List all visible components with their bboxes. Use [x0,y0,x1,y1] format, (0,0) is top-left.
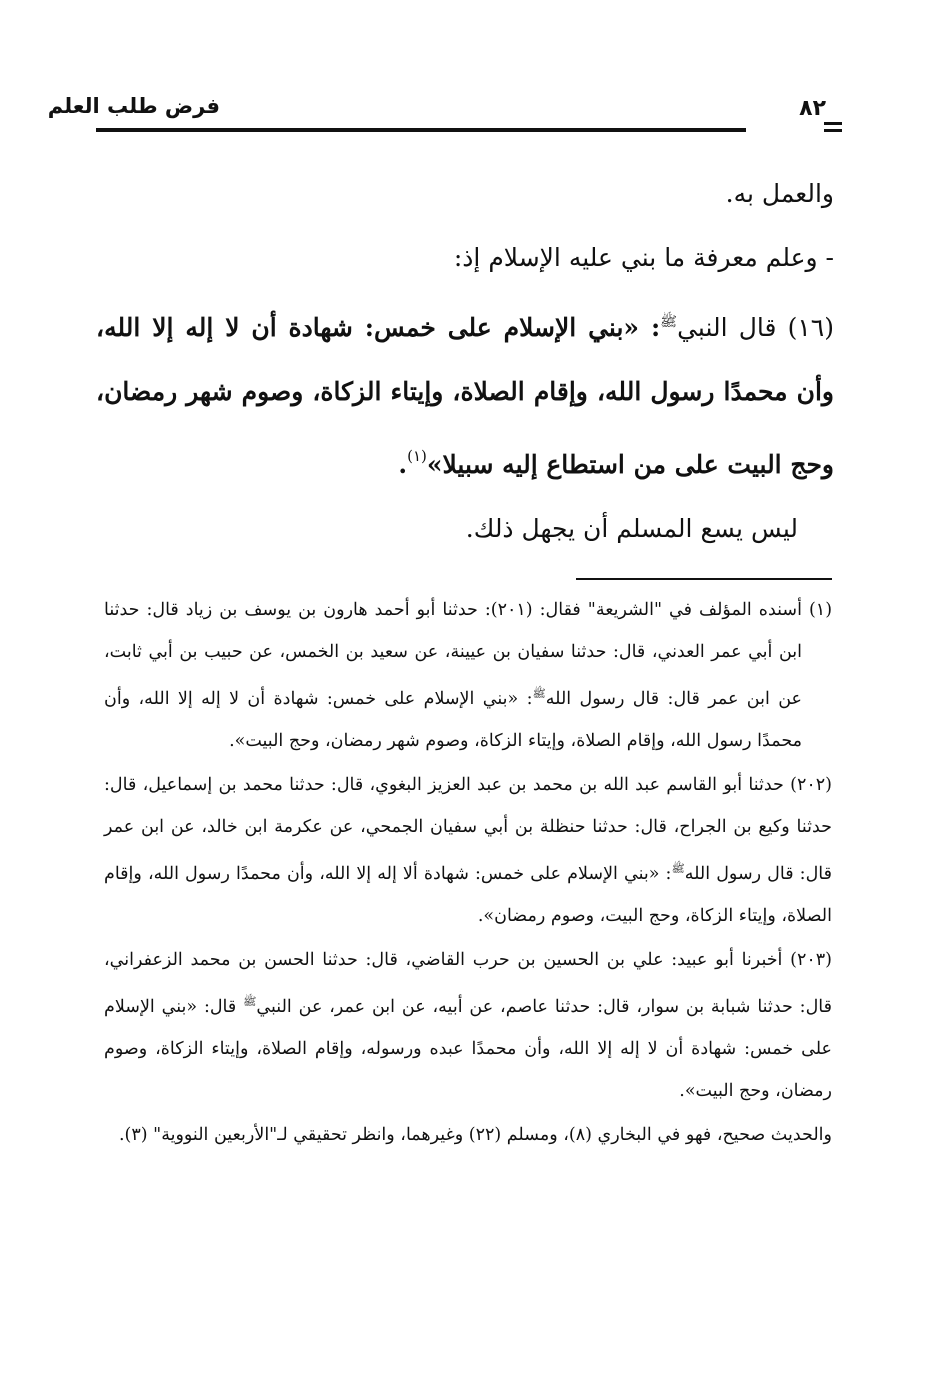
salutation-glyph: ﷺ [532,687,546,700]
salutation-glyph: ﷺ [660,314,678,330]
footnote-text: : «بني الإسلام على خمس: شهادة أن لا إله إلا الله، وأن محمدًا رسول الله، وإقام الصلاة، وإيتاء الزكاة، وصوم شهر رمضان، وحج البيت». [104,689,802,751]
text-line: - وعلم معرفة ما بني عليه الإسلام إذ: [453,243,834,272]
text-line: والعمل به. [725,179,834,208]
hadith-text: : «بني الإسلام على خمس: شهادة أن لا إله إلا الله، وأن محمدًا رسول الله، وإقام الصلاة، وإيتاء الزكاة، وصوم شهر رمضان، وحج البيت على من استطاع إليه سبيلا» [96,313,834,479]
footnote-paragraph: والحديث صحيح، فهو في البخاري (٨)، ومسلم (٢٢) وغيرهما، وانظر تحقيقي لـ"الأربعين النووية" (٣). [118,1125,832,1145]
footnote-paragraph [104,939,832,1112]
closing-line: ليس يسع المسلم أن يجهل ذلك. [465,514,798,543]
header-rule [96,128,746,132]
hadith-number: (١٦) قال النبي [677,313,834,342]
footnote-paragraph [104,589,832,762]
header-rule-mark-top [824,122,842,125]
hadith-end: . [398,450,408,479]
page-number: ٨٢ [799,96,826,121]
footnote-text: قال: «بني الإسلام على خمس: شهادة أن لا إله إلا الله، وأن محمدًا عبده ورسوله، وإقام الصلاة، وإيتاء الزكاة، وصوم رمضان، وحج البيت». [104,997,832,1101]
footnote-text: : «بني الإسلام على خمس: شهادة ألا إله إلا الله، وأن محمدًا رسول الله، وإقام الصلاة، وإيتاء الزكاة، وحج البيت، وصوم رمضان». [104,864,832,926]
header-rule-mark-bottom [824,129,842,132]
hadith-paragraph [96,290,834,497]
running-title: فرض طلب العلم [47,94,220,118]
salutation-glyph: ﷺ [243,995,257,1008]
footnotes [104,589,832,1158]
footnote-text: (٢٠٣) أخبرنا أبو عبيد: علي بن الحسين بن حرب القاضي، قال: حدثنا الحسن بن محمد الزعفراني، قال: حدثنا شبابة بن سوار، قال: حدثنا عاصم، عن أبيه، عن ابن عمر، عن النبي [104,950,832,1017]
main-text [96,162,834,561]
page-header [47,92,842,142]
footnote-paragraph [104,764,832,937]
salutation-glyph: ﷺ [671,862,685,875]
footnote-separator [576,578,832,580]
footnote-text: (٢٠٢) حدثنا أبو القاسم عبد الله بن محمد بن عبد العزيز البغوي، قال: حدثنا محمد بن إسماعيل، قال: حدثنا وكيع بن الجراح، قال: حدثنا حنظلة بن أبي سفيان الجمحي، عن عكرمة ابن خالد، عن ابن عمر قال: قال رسول الله [104,775,832,884]
footnote-text: (١) أسنده المؤلف في "الشريعة" فقال: (٢٠١): حدثنا أبو أحمد هارون بن يوسف بن زياد قال: حدثنا ابن أبي عمر العدني، قال: حدثنا سفيان بن عيينة، عن سعيد بن الخمس، عن حبيب بن أبي ثابت، عن ابن عمر قال: قال رسول الله [104,600,833,709]
footnote-reference: (١) [407,447,427,465]
